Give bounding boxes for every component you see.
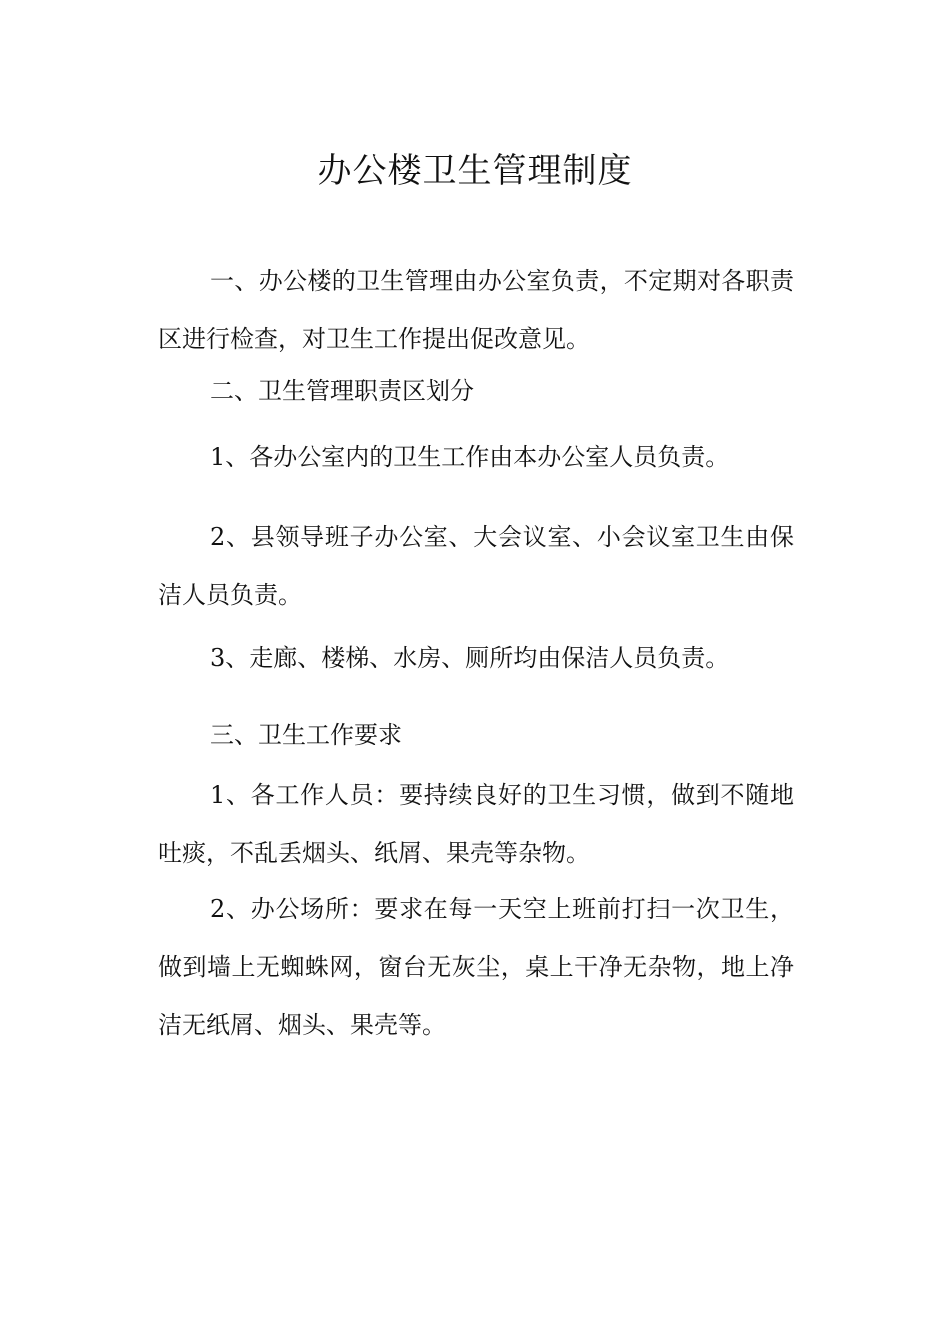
paragraph-item-3-2: 2、办公场所：要求在每一天空上班前打扫一次卫生，做到墙上无蜘蛛网，窗台无灰尘，桌上干净无杂物，地上净洁无纸屑、烟头、果壳等。 bbox=[158, 895, 794, 1039]
paragraph-section-1: 一、办公楼的卫生管理由办公室负责，不定期对各职责区进行检查，对卫生工作提出促改意见。 bbox=[158, 267, 794, 353]
paragraph-item-2-1: 1、各办公室内的卫生工作由本办公室人员负责。 bbox=[210, 443, 730, 471]
paragraph-item-3-1: 1、各工作人员：要持续良好的卫生习惯，做到不随地吐痰，不乱丢烟头、纸屑、果壳等杂物。 bbox=[158, 781, 794, 867]
section-heading-2: 二、卫生管理职责区划分 bbox=[210, 377, 474, 405]
paragraph-item-2-2: 2、县领导班子办公室、大会议室、小会议室卫生由保洁人员负责。 bbox=[158, 523, 794, 609]
section-heading-3: 三、卫生工作要求 bbox=[210, 721, 402, 749]
document-title: 办公楼卫生管理制度 bbox=[317, 151, 633, 191]
paragraph-item-2-3: 3、走廊、楼梯、水房、厕所均由保洁人员负责。 bbox=[210, 644, 730, 672]
